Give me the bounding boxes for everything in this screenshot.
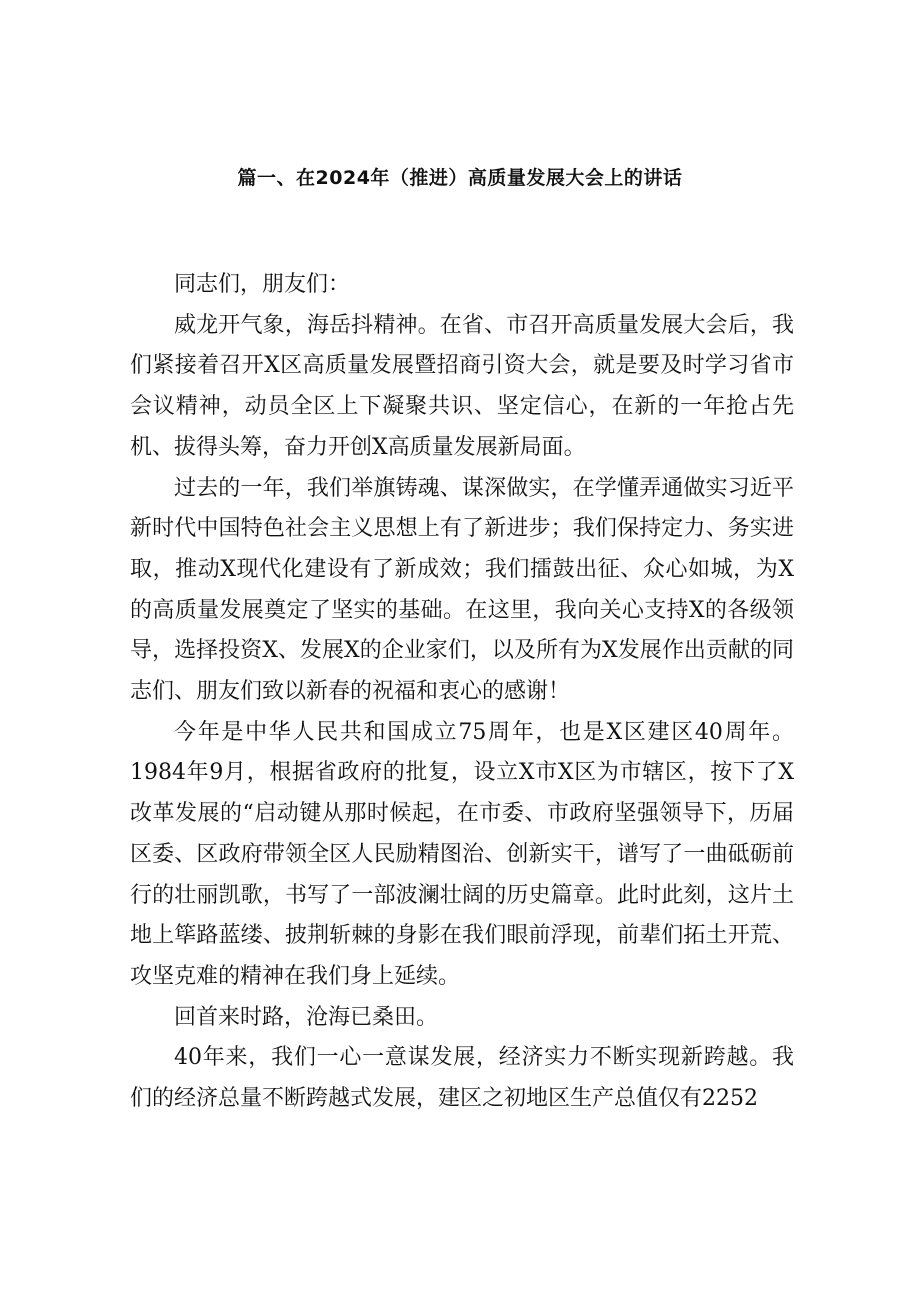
paragraph: 回首来时路，沧海已桑田。 xyxy=(174,1004,439,1030)
paragraph-greeting: 同志们，朋友们： xyxy=(174,272,351,297)
paragraph: 威龙开气象，海岳抖精神。在省、市召开高质量发展大会后，我们紧接着召开X区高质量发展暨招商引资大会，就是要及时学习省市会议精神，动员全区上下凝聚共识、坚定信心，在新的一年抢占先机、拔得头筹，奋力开创X高质量发展新局面。 xyxy=(130,312,794,460)
document-title: 篇一、在2024年（推进）高质量发展大会上的讲话 xyxy=(237,167,683,189)
paragraph: 40年来，我们一心一意谋发展，经济实力不断实现新跨越。我们的经济总量不断跨越式发展，建区之初地区生产总值仅有2252 xyxy=(130,1045,794,1112)
document-body xyxy=(130,265,794,1120)
paragraph: 过去的一年，我们举旗铸魂、谋深做实，在学懂弄通做实习近平新时代中国特色社会主义思想上有了新进步；我们保持定力、务实进取，推动X现代化建设有了新成效；我们擂鼓出征、众心如城，为X的高质量发展奠定了坚实的基础。在这里，我向关心支持X的各级领导，选择投资X、发展X的企业家们，以及所有为X发展作出贡献的同志们、朋友们致以新春的祝福和衷心的感谢！ xyxy=(130,475,794,705)
paragraph: 今年是中华人民共和国成立75周年，也是X区建区40周年。1984年9月，根据省政府的批复，设立X市X区为市辖区，按下了X改革发展的“启动键从那时候起，在市委、市政府坚强领导下，历届区委、区政府带领全区人民励精图治、创新实干，谱写了一曲砥砺前行的壮丽凯歌，书写了一部波澜壮阔的历史篇章。此时此刻，这片土地上筚路蓝缕、披荆斩棘的身影在我们眼前浮现，前辈们拓土开荒、攻坚克难的精神在我们身上延续。 xyxy=(130,719,794,989)
